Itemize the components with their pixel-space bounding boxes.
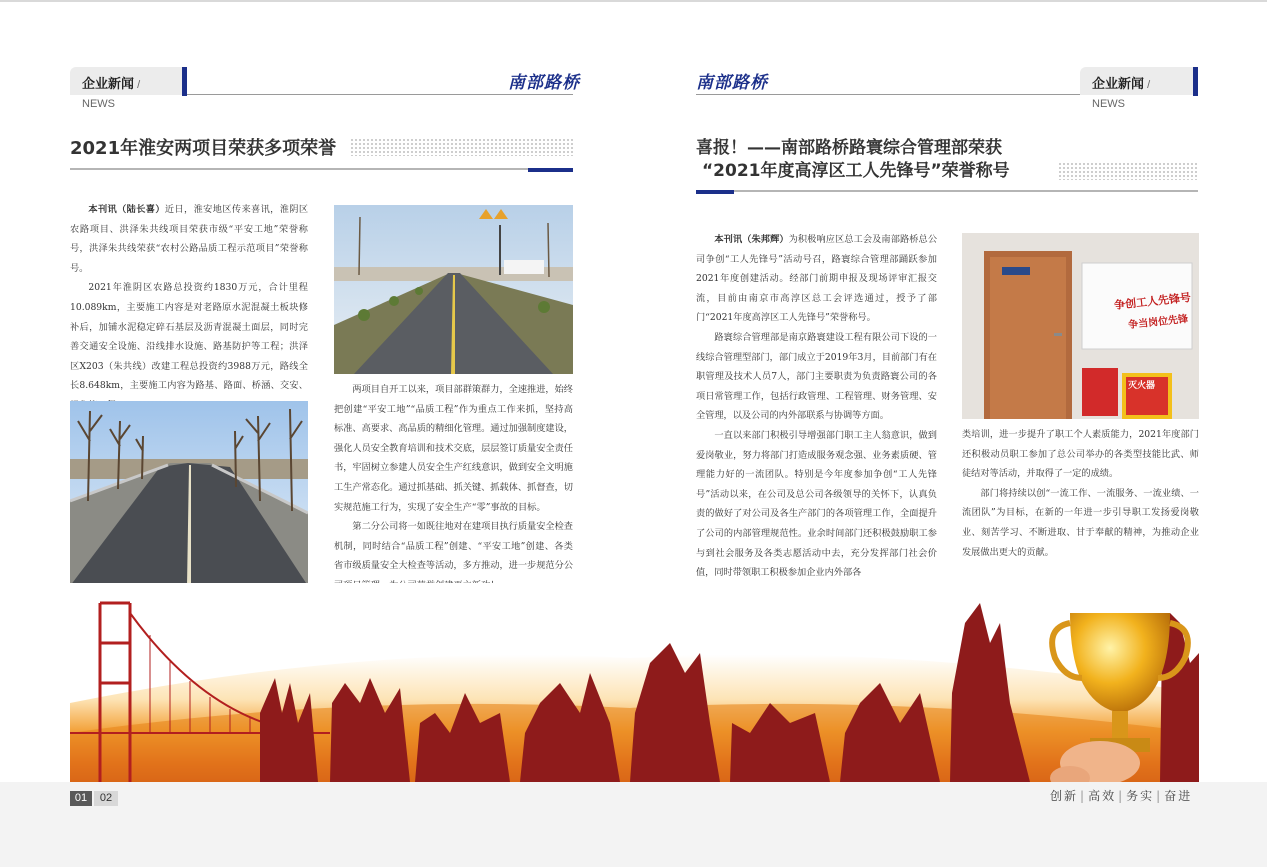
paragraph-2: 路寰综合管理部是南京路寰建设工程有限公司下设的一线综合管理型部门，部门成立于2019年3月，目前部门有在职管理及技术人员7人，部门主要职责为负责路寰公司的各项日常管理工作，包括行政管理、工程管理、财务管理、安全管理，以及公司的内外部联系与协调等方面。 — [696, 331, 937, 422]
column-1 — [696, 230, 937, 583]
byline: 本刊讯（朱邦辉） — [714, 234, 789, 245]
title-accent — [528, 168, 573, 172]
brand-logo: 南部路桥 — [696, 73, 768, 93]
footer-slogan — [1050, 787, 1192, 804]
paragraph-1 — [70, 200, 308, 278]
title-underline — [70, 168, 573, 170]
title-dot-pattern — [350, 138, 573, 156]
slogan-divider: | — [1118, 789, 1125, 803]
title-dot-pattern — [1058, 162, 1198, 180]
header-rule — [696, 94, 1080, 95]
header-rule — [187, 94, 573, 95]
extinguisher-sign: 灭火器 — [1128, 381, 1156, 391]
article-title-line-1: 喜报！——南部路桥路寰综合管理部荣获 — [696, 138, 1002, 158]
slogan-word-2: 高效 — [1088, 789, 1117, 803]
article-title: 2021年淮安两项目荣获多项荣誉 — [70, 138, 337, 159]
title-accent — [696, 190, 734, 194]
paragraph-3: 两项目自开工以来，项目部群策群力，全速推进，始终把创建“平安工地”“品质工程”作为重点工作来抓，坚持高标准、高要求、高品质的精细化管理。通过加强制度建设，强化人员安全教育培训和技术交底，层层签订质量安全责任书，牢固树立参建人员安全生产红线意识，做到安全文明施工生产常态化。通过抓基础、抓关键、抓载体、抓督查，切实规范施工行为，实现了安全生产“零”事故的目标。 — [334, 384, 573, 513]
brand-logo: 南部路桥 — [508, 73, 580, 93]
paragraph-3: 一直以来部门积极引导增强部门职工主人翁意识，做到爱岗敬业，努力将部门打造成服务观念强、业务素质硬、管理能力好的一流团队。特别是今年度参加争创“工人先锋号”活动以来，在公司及总公司各级领导的关怀下，认真负责的做好了对公司及各生产部门的各项管理工作，全面提升了公司的内部管理规范性。业余时间部门还积极鼓励职工参与到社会服务及各类志愿活动中去，充分发挥部门社会价值，同时带领职工积极参加企业内外部各 — [696, 429, 937, 579]
road-photo-1 — [70, 401, 308, 586]
section-tab — [1080, 67, 1193, 110]
section-slash: / — [1144, 79, 1151, 91]
paragraph-1-text: 近日，淮安地区传来喜讯，淮阴区农路项目、洪泽朱共线项目荣获市级“平安工地”荣誉称号，洪泽朱共线荣获“农村公路品质工程示范项目”荣誉称号。 — [70, 204, 309, 274]
column-2 — [334, 380, 573, 596]
title-underline — [696, 190, 1198, 192]
column-2 — [962, 425, 1199, 562]
section-label-en: NEWS — [1092, 98, 1125, 110]
section-slash: / — [134, 79, 141, 91]
paragraph-4: 第二分公司将一如既往地对在建项目执行质量安全检查机制，同时结合“品质工程”创建、“平安工地”创建、各类省市级质量安全大检查等活动，多方推动，进一步规范分公 — [334, 521, 573, 572]
slogan-word-3: 务实 — [1126, 789, 1155, 803]
section-label-cn: 企业新闻 — [82, 77, 135, 92]
paragraph-2: 2021年淮阴区农路总投资约1830万元，合计里程10.089km，主要施工内容是对老路原水泥混凝土板块修补后，加铺水泥稳定碎石基层及沥青混凝土面层，同时完善交通安全设施、沿线排水设施、路基防护等工程；洪泽区X203（朱共线）改建工程总投资约3988万元，路线全长8.648km，主要施工内容为路基、路面、桥涵、交安、 — [70, 282, 308, 392]
section-label-en: NEWS — [82, 98, 115, 110]
road-photo-2 — [334, 205, 573, 374]
tab-accent-bar — [182, 67, 187, 96]
paragraph-1-text: 为积极响应区总工会及南部路桥总公司争创“工人先锋号”活动号召，路寰综合管理部踊跃参加2021年度创建活动。经部门前期申报及现场评审汇报交流，目前由南京市高淳区总工会评选通过，授予了部门“2021年度高淳区工人先锋号”荣誉称号。 — [696, 234, 937, 324]
byline: 本刊讯（陆长喜） — [88, 204, 165, 215]
column-1 — [70, 200, 308, 416]
section-label-cn: 企业新闻 — [1092, 77, 1145, 92]
celebration-banner — [70, 583, 1199, 782]
slogan-word-1: 创新 — [1050, 789, 1079, 803]
paragraph-4: 部门将持续以创“一流工作、一流服务、一流业绩、一流团队”为目标，在新的一年进一步引导职工发扬爱岗敬业、刻苦学习、不断进取、甘于奉献的精神，为推动企业发展做出更大的贡献。 — [962, 487, 1199, 558]
section-tab — [70, 67, 182, 110]
article-title — [696, 137, 1010, 183]
office-door-photo — [962, 233, 1199, 419]
plaque-line-1: 争创工人先锋号 — [1113, 291, 1192, 312]
paragraph-1 — [696, 230, 937, 328]
article-title-line-2: “2021年度高淳区工人先锋号”荣誉称号 — [702, 161, 1010, 181]
plaque-line-2: 争当岗位先锋 — [1127, 313, 1189, 332]
tab-accent-bar — [1193, 67, 1198, 96]
slogan-divider: | — [1156, 789, 1163, 803]
slogan-word-4: 奋进 — [1164, 789, 1193, 803]
slogan-divider: | — [1080, 789, 1087, 803]
page-number-left: 01 — [70, 791, 92, 806]
paragraph-3-continued: 类培训，进一步提升了职工个人素质能力，2021年度部门还积极动员职工参加了总公司举办的各类型技能比武、师徒结对等活动，并取得了一定的成绩。 — [962, 429, 1199, 480]
page-number-right: 02 — [94, 791, 118, 806]
